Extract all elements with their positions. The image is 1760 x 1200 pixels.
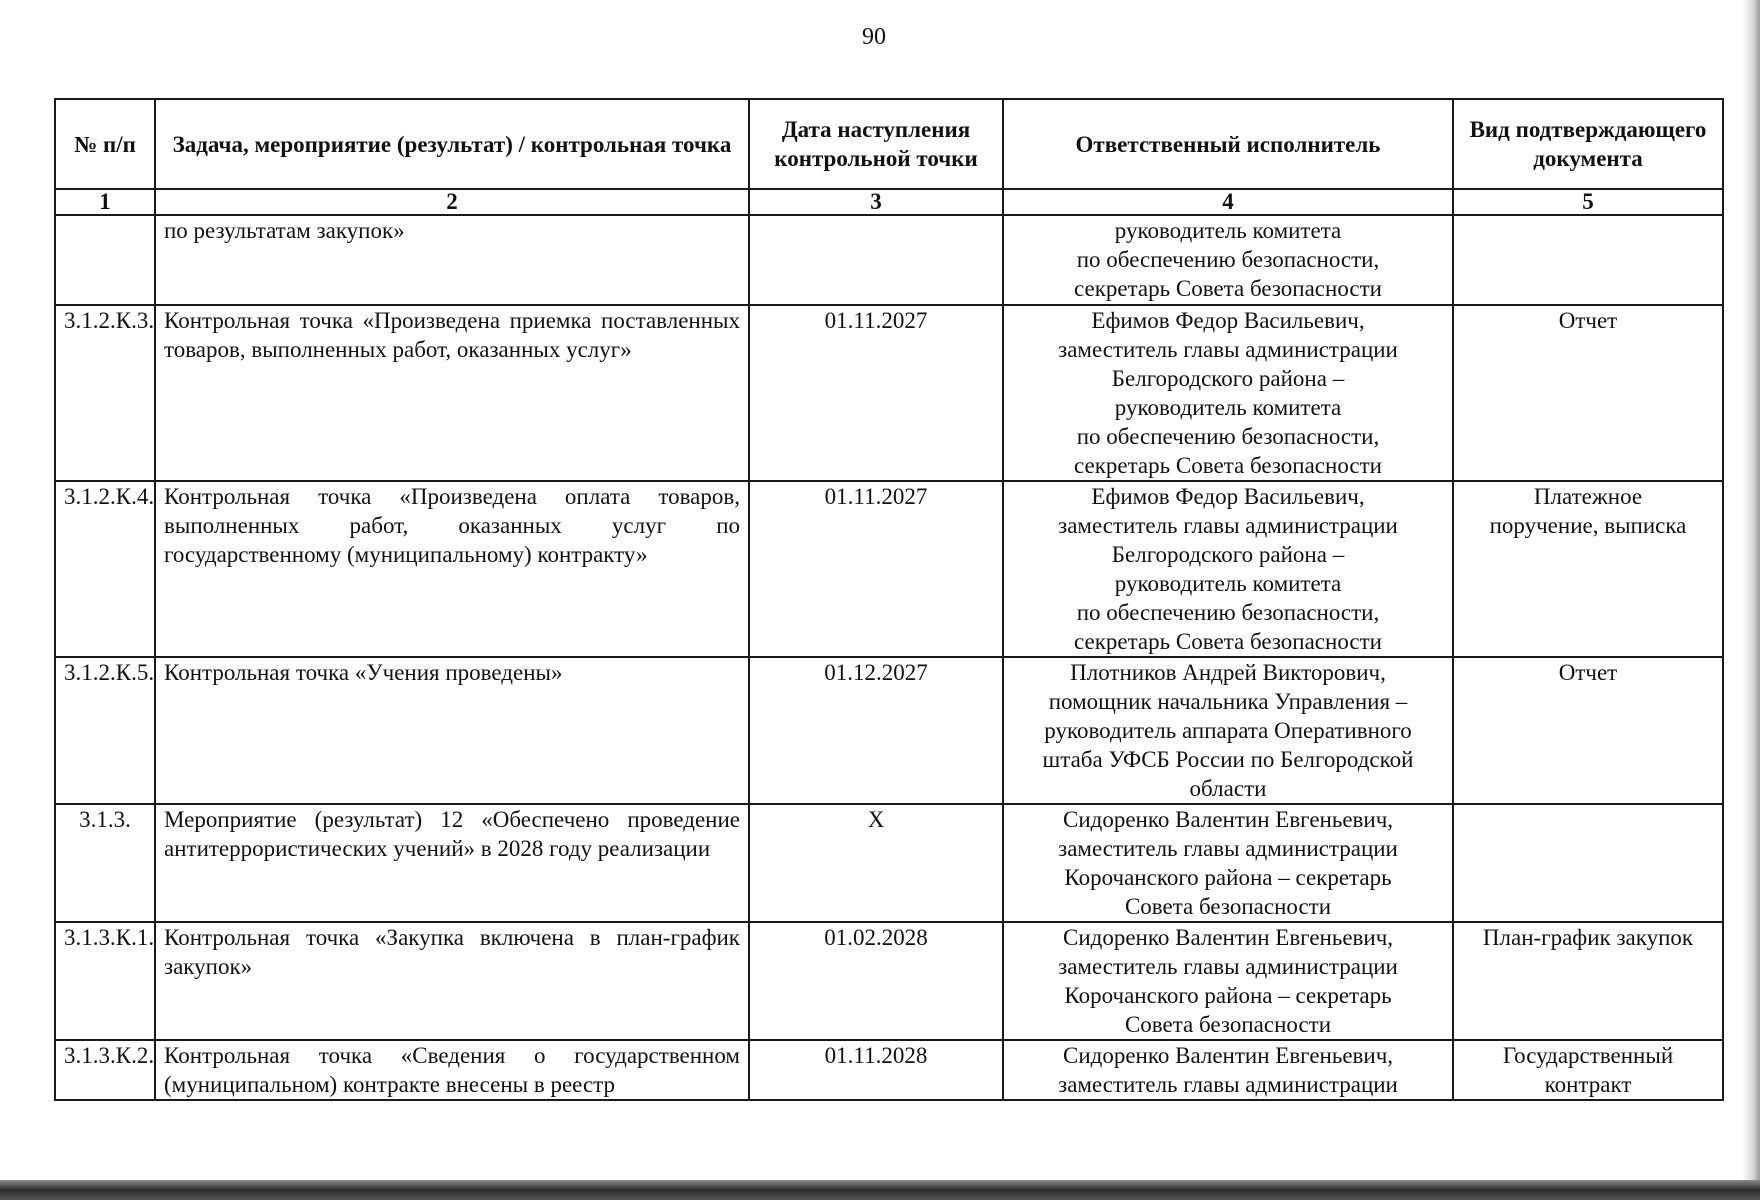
- row-responsible: Сидоренко Валентин Евгеньевич, заместитель главы администрации Корочанского района – секретарь Совета безопасности: [1003, 804, 1453, 922]
- column-number-row: [55, 189, 1723, 215]
- row-document: Отчет: [1453, 657, 1723, 804]
- row-number: 3.1.3.К.1.: [55, 922, 155, 1040]
- row-responsible: Плотников Андрей Викторович, помощник начальника Управления – руководитель аппарата Оперативного штаба УФСБ России по Белгородской области: [1003, 657, 1453, 804]
- column-number: 5: [1453, 189, 1723, 215]
- row-task: Контрольная точка «Произведена оплата товаров, выполненных работ, оказанных услуг по государственному (муниципальному) контракту»: [155, 481, 749, 657]
- header-task: Задача, мероприятие (результат) / контрольная точка: [155, 99, 749, 189]
- table-row: [55, 215, 1723, 305]
- column-number: 2: [155, 189, 749, 215]
- row-date: 01.11.2028: [749, 1040, 1003, 1100]
- row-responsible: Ефимов Федор Васильевич, заместитель главы администрации Белгородского района – руководитель комитета по обеспечению безопасности, секретарь Совета безопасности: [1003, 481, 1453, 657]
- scan-page-edge: [1742, 0, 1760, 1200]
- row-document: Государственный контракт: [1453, 1040, 1723, 1100]
- row-date: 01.11.2027: [749, 305, 1003, 481]
- row-number: 3.1.2.К.3.: [55, 305, 155, 481]
- control-points-table: [54, 98, 1724, 1101]
- row-responsible: Сидоренко Валентин Евгеньевич, заместитель главы администрации: [1003, 1040, 1453, 1100]
- header-responsible: Ответственный исполнитель: [1003, 99, 1453, 189]
- row-task: Контрольная точка «Произведена приемка поставленных товаров, выполненных работ, оказанных услуг»: [155, 305, 749, 481]
- table-row: [55, 922, 1723, 1040]
- row-date: [749, 215, 1003, 305]
- row-task: Контрольная точка «Сведения о государственном (муниципальном) контракте внесены в реестр: [155, 1040, 749, 1100]
- row-task: Мероприятие (результат) 12 «Обеспечено проведение антитеррористических учений» в 2028 году реализации: [155, 804, 749, 922]
- header-num: № п/п: [55, 99, 155, 189]
- row-number: 3.1.3.К.2.: [55, 1040, 155, 1100]
- header-row: [55, 99, 1723, 189]
- column-number: 3: [749, 189, 1003, 215]
- row-number: 3.1.3.: [55, 804, 155, 922]
- table-row: [55, 657, 1723, 804]
- row-document: [1453, 215, 1723, 305]
- row-responsible: руководитель комитета по обеспечению безопасности, секретарь Совета безопасности: [1003, 215, 1453, 305]
- row-document: Платежное поручение, выписка: [1453, 481, 1723, 657]
- row-date: 01.02.2028: [749, 922, 1003, 1040]
- header-document: Вид подтверждающего документа: [1453, 99, 1723, 189]
- table-row: [55, 804, 1723, 922]
- row-responsible: Сидоренко Валентин Евгеньевич, заместитель главы администрации Корочанского района – секретарь Совета безопасности: [1003, 922, 1453, 1040]
- table-row: [55, 305, 1723, 481]
- row-number: 3.1.2.К.4.: [55, 481, 155, 657]
- table-row: [55, 481, 1723, 657]
- row-date: 01.12.2027: [749, 657, 1003, 804]
- row-task: по результатам закупок»: [155, 215, 749, 305]
- column-number: 1: [55, 189, 155, 215]
- table-row: [55, 1040, 1723, 1100]
- scan-bottom-shadow: [0, 1180, 1760, 1200]
- column-number: 4: [1003, 189, 1453, 215]
- row-task: Контрольная точка «Закупка включена в план-график закупок»: [155, 922, 749, 1040]
- page-number: 90: [862, 24, 886, 50]
- row-document: Отчет: [1453, 305, 1723, 481]
- header-date: Дата наступления контрольной точки: [749, 99, 1003, 189]
- row-responsible: Ефимов Федор Васильевич, заместитель главы администрации Белгородского района – руководитель комитета по обеспечению безопасности, секретарь Совета безопасности: [1003, 305, 1453, 481]
- row-task: Контрольная точка «Учения проведены»: [155, 657, 749, 804]
- row-date: X: [749, 804, 1003, 922]
- row-number: [55, 215, 155, 305]
- row-document: [1453, 804, 1723, 922]
- row-document: План-график закупок: [1453, 922, 1723, 1040]
- row-number: 3.1.2.К.5.: [55, 657, 155, 804]
- row-date: 01.11.2027: [749, 481, 1003, 657]
